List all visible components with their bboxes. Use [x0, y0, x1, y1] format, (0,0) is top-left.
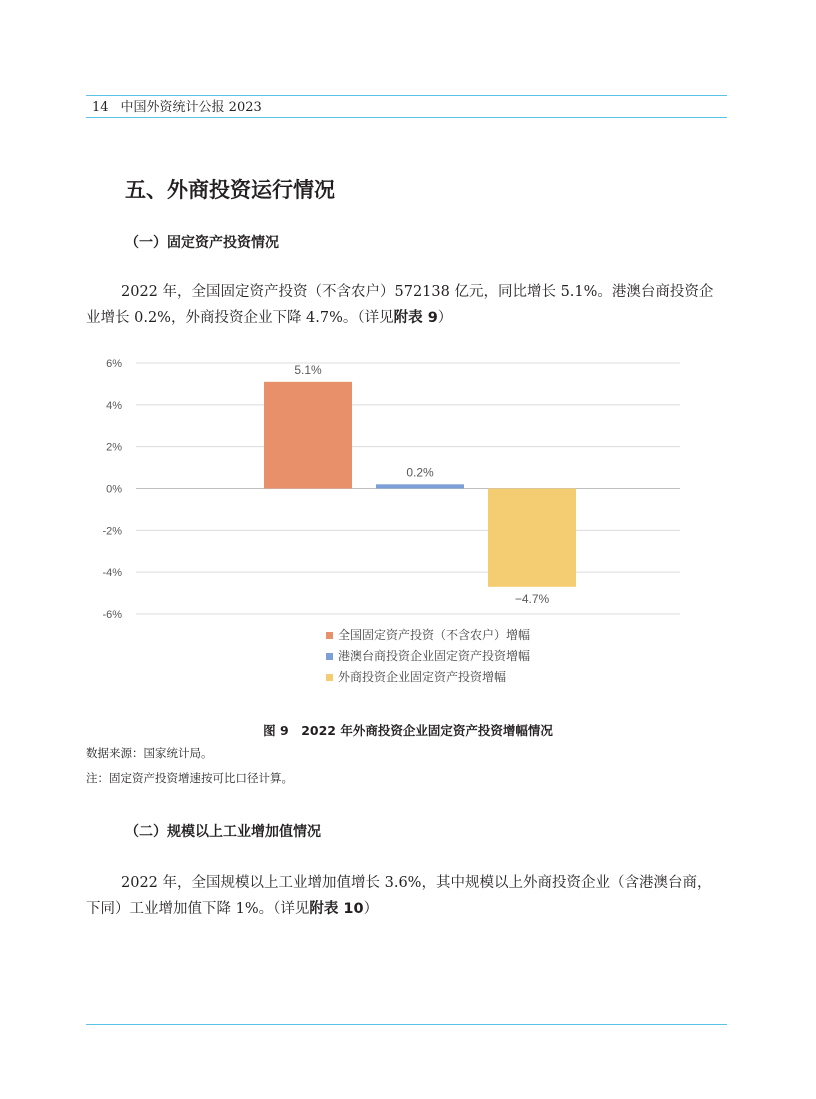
bar	[376, 484, 464, 488]
appendix-table-10-link[interactable]: 附表 10	[309, 901, 364, 917]
legend	[326, 627, 530, 684]
legend-label: 外商投资企业固定资产投资增幅	[338, 670, 507, 684]
paragraph-1-line-2	[86, 305, 727, 331]
bar	[264, 382, 352, 489]
publication-title: 中国外资统计公报 2023	[120, 100, 262, 115]
y-tick-label: 2%	[106, 441, 122, 454]
data-label: −4.7%	[514, 591, 550, 606]
paragraph-1-close: ）	[437, 310, 453, 326]
y-tick-label: 0%	[106, 483, 122, 496]
y-tick-label: 4%	[106, 399, 122, 412]
y-axis-ticks	[102, 358, 122, 621]
y-tick-label: -4%	[102, 567, 122, 580]
subsection-title-1: （一）固定资产投资情况	[125, 235, 279, 251]
y-tick-label: -6%	[102, 609, 122, 621]
legend-label: 全国固定资产投资（不含农户）增幅	[338, 628, 531, 642]
paragraph-1-text: 业增长 0.2%，外商投资企业下降 4.7%。（详见	[86, 310, 394, 326]
paragraph-2-close: ）	[363, 901, 379, 917]
data-label: 0.2%	[406, 465, 434, 480]
footnote: 注：固定资产投资增速按可比口径计算。	[86, 771, 293, 785]
subsection-title-2: （二）规模以上工业增加值情况	[125, 824, 321, 840]
section-title: 五、外商投资运行情况	[125, 178, 335, 202]
y-tick-label: 6%	[106, 358, 122, 370]
paragraph-2-line-1: 2022 年，全国规模以上工业增加值增长 3.6%，其中规模以上外商投资企业（含港澳台商，	[121, 875, 712, 891]
legend-swatch	[326, 674, 333, 681]
legend-swatch	[326, 653, 333, 660]
paragraph-2-text: 下同）工业增加值下降 1%。（详见	[86, 901, 310, 917]
appendix-table-9-link[interactable]: 附表 9	[393, 310, 438, 326]
paragraph-2	[86, 870, 727, 922]
data-label: 5.1%	[294, 362, 322, 377]
paragraph-1	[86, 279, 727, 331]
data-source-note: 数据来源：国家统计局。	[86, 746, 213, 760]
legend-label: 港澳台商投资企业固定资产投资增幅	[338, 649, 531, 663]
bar-chart	[86, 345, 727, 705]
legend-swatch	[326, 632, 333, 639]
paragraph-1-line-1: 2022 年，全国固定资产投资（不含农户）572138 亿元，同比增长 5.1%。港澳台商投资企	[121, 284, 714, 300]
bars-layer	[264, 382, 576, 587]
page-number: 14	[92, 100, 109, 115]
figure-caption: 图 9 2022 年外商投资企业固定资产投资增幅情况	[263, 723, 553, 738]
y-tick-label: -2%	[102, 525, 122, 538]
paragraph-2-line-2	[86, 896, 727, 922]
bar	[488, 489, 576, 587]
footer-rule	[86, 1024, 727, 1025]
header-bottom-rule	[86, 117, 727, 118]
running-header	[92, 96, 262, 115]
